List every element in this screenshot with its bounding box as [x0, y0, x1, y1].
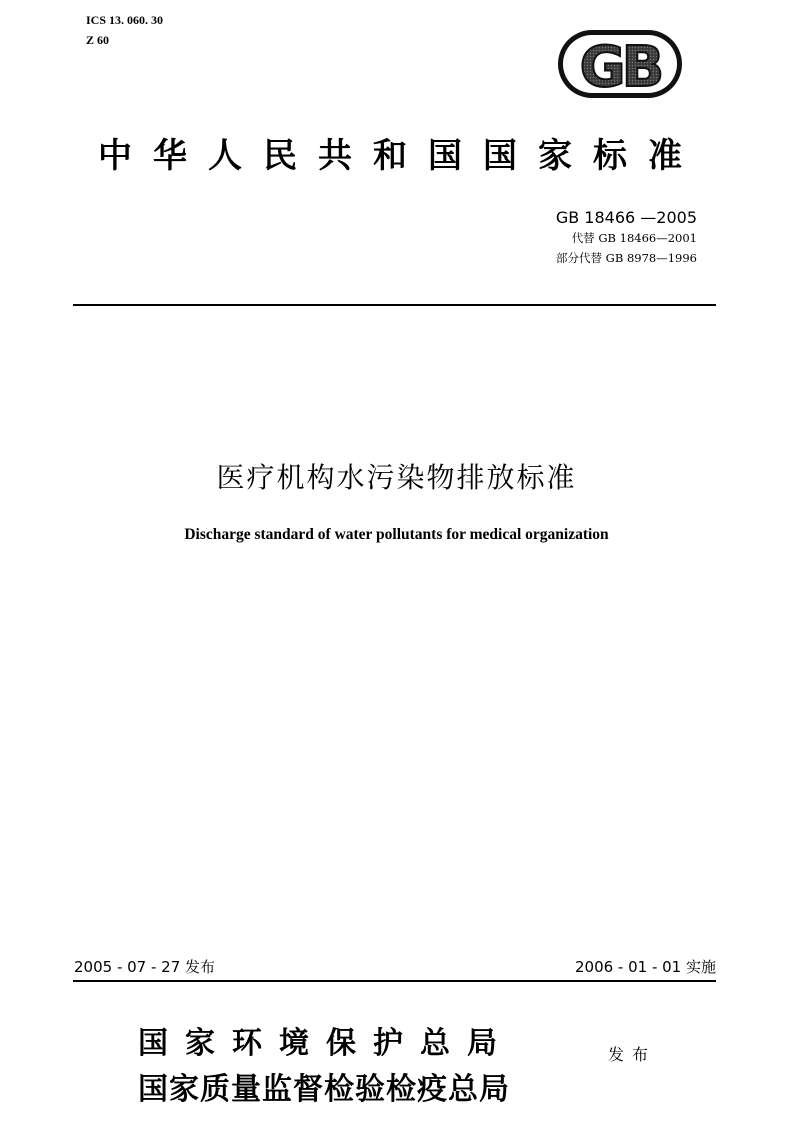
document-title-cn: 医疗机构水污染物排放标准 — [216, 461, 577, 494]
standard-number-block — [556, 208, 697, 268]
ics-code: ICS 13. 060. 30 — [86, 13, 164, 27]
issuer-sepa: 国家环境保护总局 — [138, 1026, 514, 1061]
classification-codes — [86, 10, 163, 50]
issuer-aqsiq: 国家质量监督检验检疫总局 — [138, 1072, 510, 1107]
standard-number: GB 18466 —2005 — [555, 208, 697, 227]
replaces-standard: 代替 GB 18466—2001 — [571, 231, 697, 245]
issue-date: 2005 - 07 - 27 发布 — [74, 958, 216, 976]
partially-replaces-standard: 部分代替 GB 8978—1996 — [556, 251, 697, 265]
effective-date: 2006 - 01 - 01 实施 — [574, 958, 716, 976]
document-title-en: Discharge standard of water pollutants for medical organization — [184, 526, 609, 543]
gb-logo-text: GB — [579, 35, 661, 100]
issued-label: 发布 — [608, 1045, 657, 1064]
ccs-code: Z 60 — [86, 33, 110, 47]
bottom-divider — [73, 980, 716, 982]
gb-logo — [556, 28, 684, 100]
national-standard-title: 中华人民共和国国家标准 — [98, 136, 703, 176]
top-divider — [73, 304, 716, 306]
